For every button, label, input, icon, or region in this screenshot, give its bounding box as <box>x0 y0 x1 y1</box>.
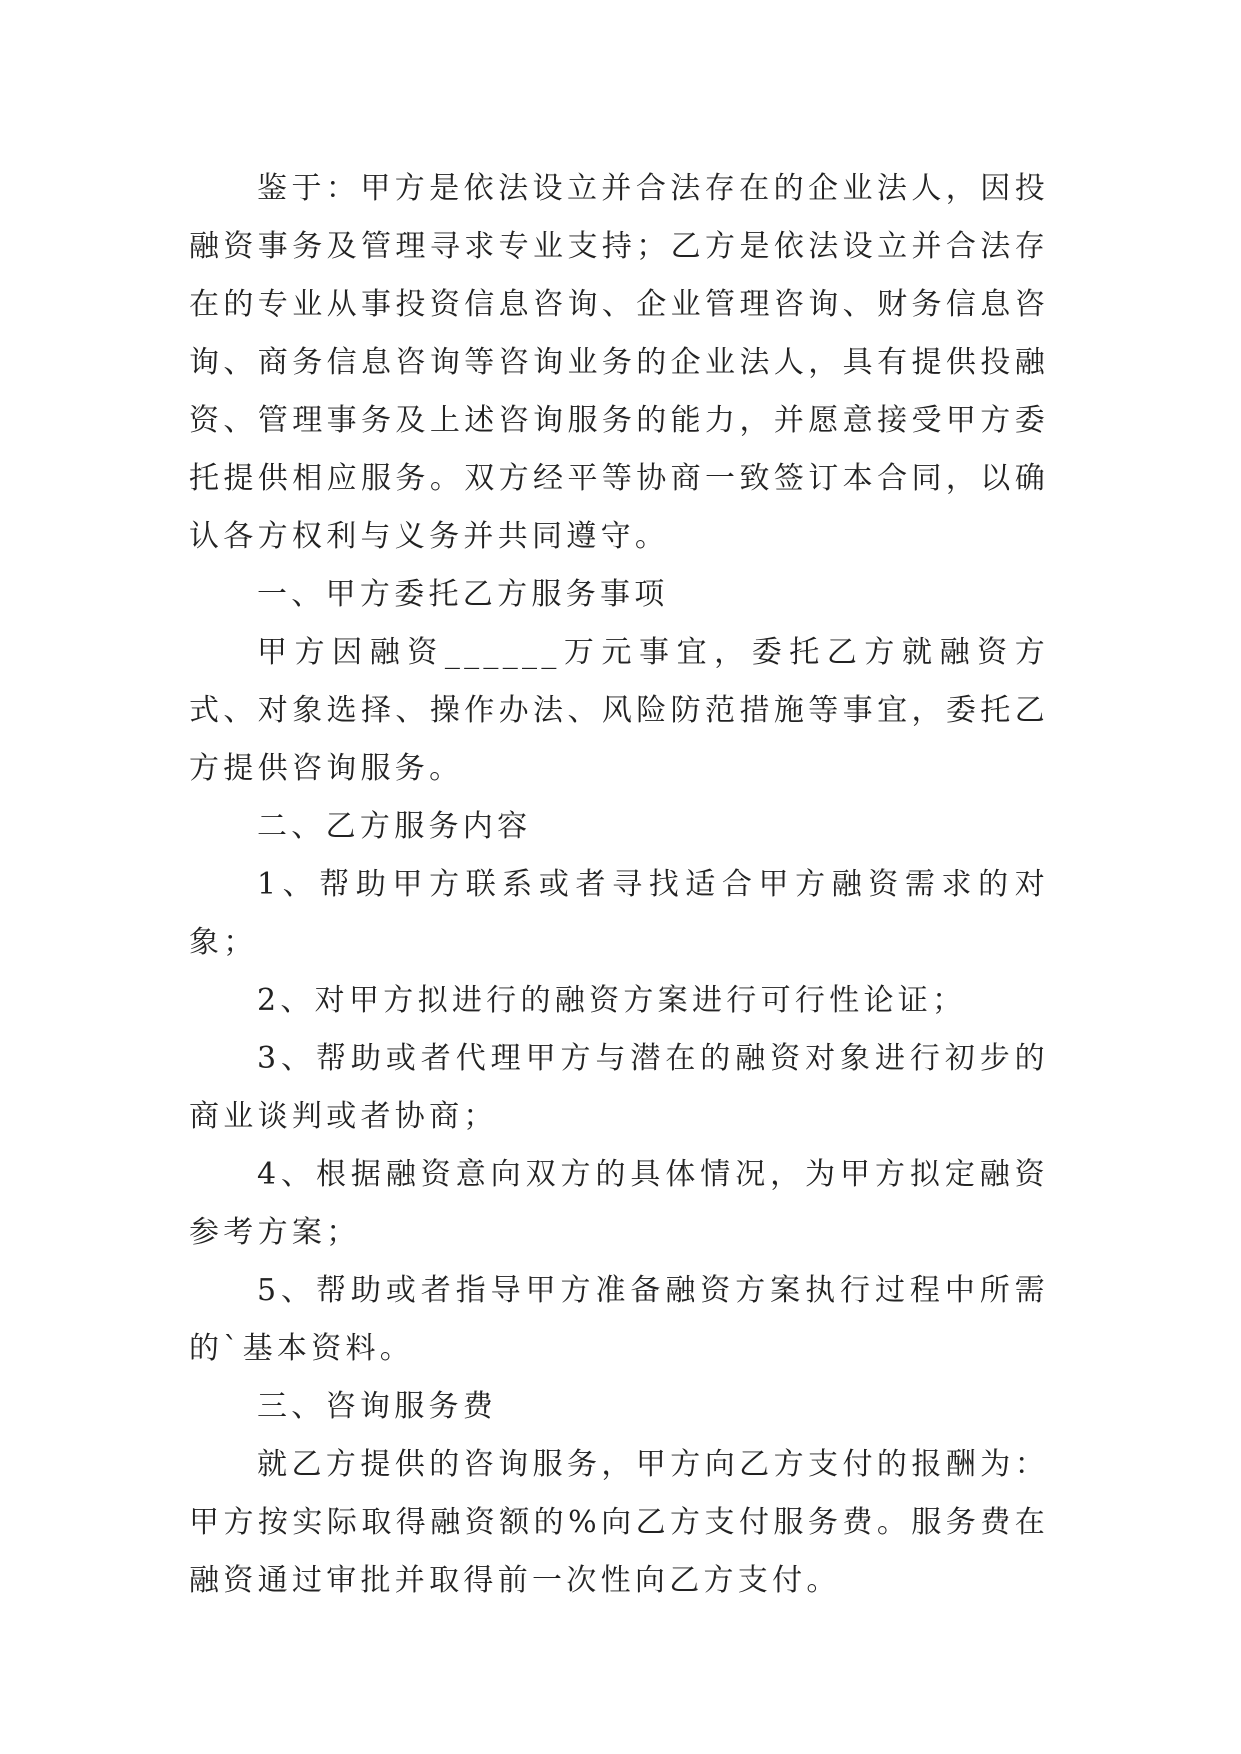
service-item-4: 4、根据融资意向双方的具体情况，为甲方拟定融资参考方案； <box>189 1157 1049 1250</box>
preamble-paragraph: 鉴于：甲方是依法设立并合法存在的企业法人，因投融资事务及管理寻求专业支持；乙方是依法设立并合法存在的专业从事投资信息咨询、企业管理咨询、财务信息咨询、商务信息咨询等咨询业务的企业法人，具有提供投融资、管理事务及上述咨询服务的能力，并愿意接受甲方委托提供相应服务。双方经平等协商一致签订本合同，以确认各方权利与义务并共同遵守。 <box>189 171 1049 554</box>
section-3-paragraph: 就乙方提供的咨询服务，甲方向乙方支付的报酬为：甲方按实际取得融资额的%向乙方支付服务费。服务费在融资通过审批并取得前一次性向乙方支付。 <box>189 1447 1049 1598</box>
section-heading-2: 二、乙方服务内容 <box>257 809 532 844</box>
service-item-1: 1、帮助甲方联系或者寻找适合甲方融资需求的对象； <box>189 867 1049 960</box>
service-item-3: 3、帮助或者代理甲方与潜在的融资对象进行初步的商业谈判或者协商； <box>189 1041 1049 1134</box>
section-1-paragraph: 甲方因融资______万元事宜，委托乙方就融资方式、对象选择、操作办法、风险防范措施等事宜，委托乙方提供咨询服务。 <box>189 635 1049 786</box>
service-item-2: 2、对甲方拟进行的融资方案进行可行性论证； <box>257 983 967 1018</box>
service-item-5: 5、帮助或者指导甲方准备融资方案执行过程中所需的`基本资料。 <box>189 1273 1049 1366</box>
section-heading-3: 三、咨询服务费 <box>257 1389 498 1424</box>
document-body <box>189 160 1049 1610</box>
section-heading-1: 一、甲方委托乙方服务事项 <box>257 577 669 612</box>
